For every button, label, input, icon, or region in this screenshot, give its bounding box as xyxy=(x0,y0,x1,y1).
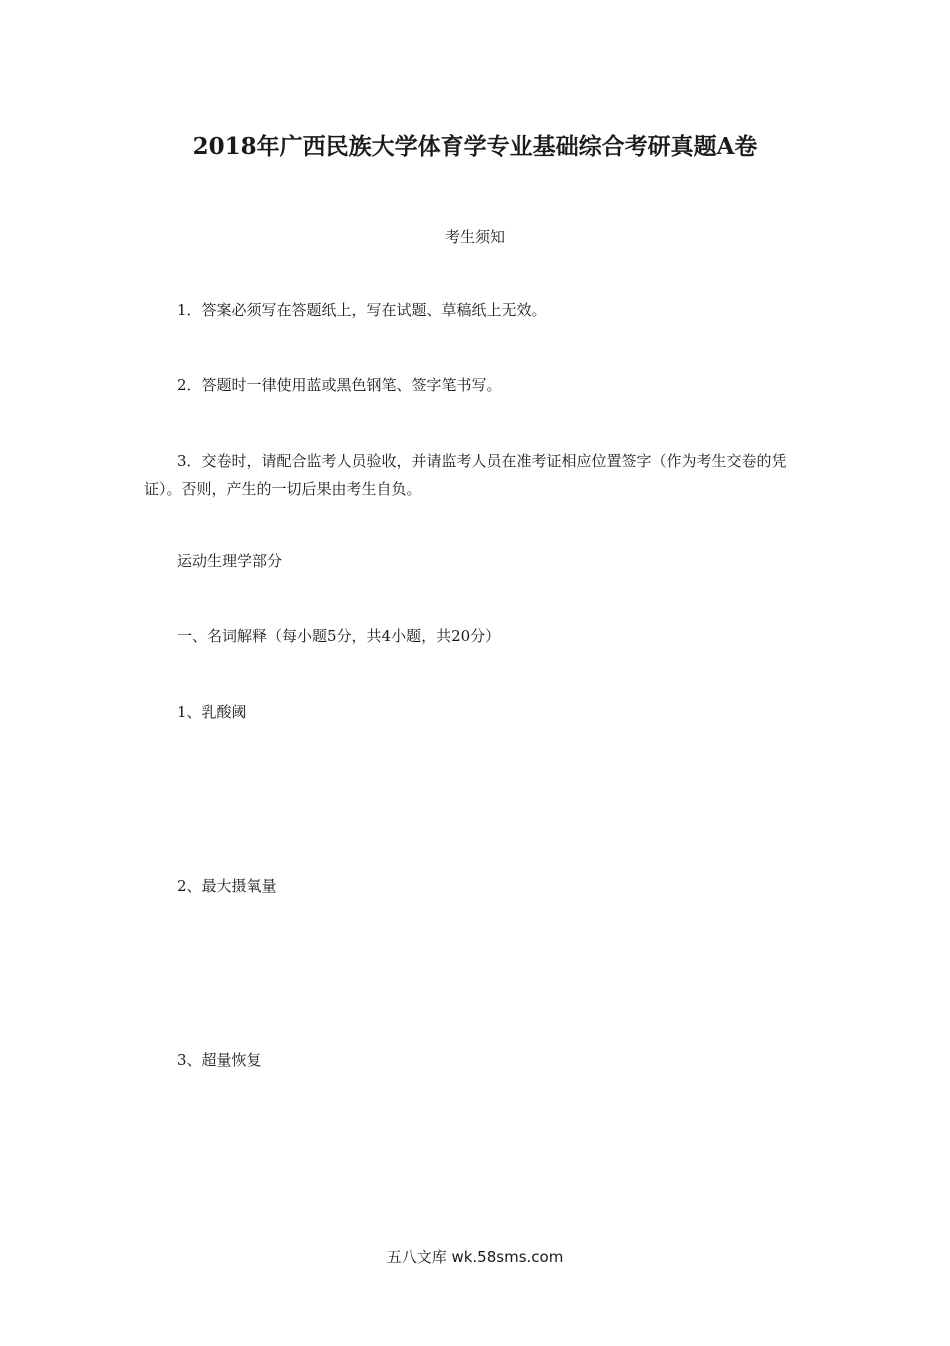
notice-item-3: 3．交卷时，请配合监考人员验收，并请监考人员在准考证相应位置签字（作为考生交卷的凭证）。否则，产生的一切后果由考生自负。 xyxy=(144,452,787,498)
part-one-heading: 一、名词解释（每小题5分，共4小题，共20分） xyxy=(177,627,501,645)
question-2: 2、最大摄氧量 xyxy=(177,877,277,895)
notice-item-1: 1．答案必须写在答题纸上，写在试题、草稿纸上无效。 xyxy=(177,301,547,319)
section-title: 运动生理学部分 xyxy=(177,552,283,570)
footer-watermark: 五八文库 wk.58sms.com xyxy=(386,1248,564,1266)
notice-item-2: 2．答题时一律使用蓝或黑色钢笔、签字笔书写。 xyxy=(177,376,502,394)
question-1: 1、乳酸阈 xyxy=(177,703,247,721)
notice-heading: 考生须知 xyxy=(444,228,505,246)
document-title: 2018年广西民族大学体育学专业基础综合考研真题A卷 xyxy=(192,133,758,160)
question-3: 3、超量恢复 xyxy=(177,1051,262,1069)
